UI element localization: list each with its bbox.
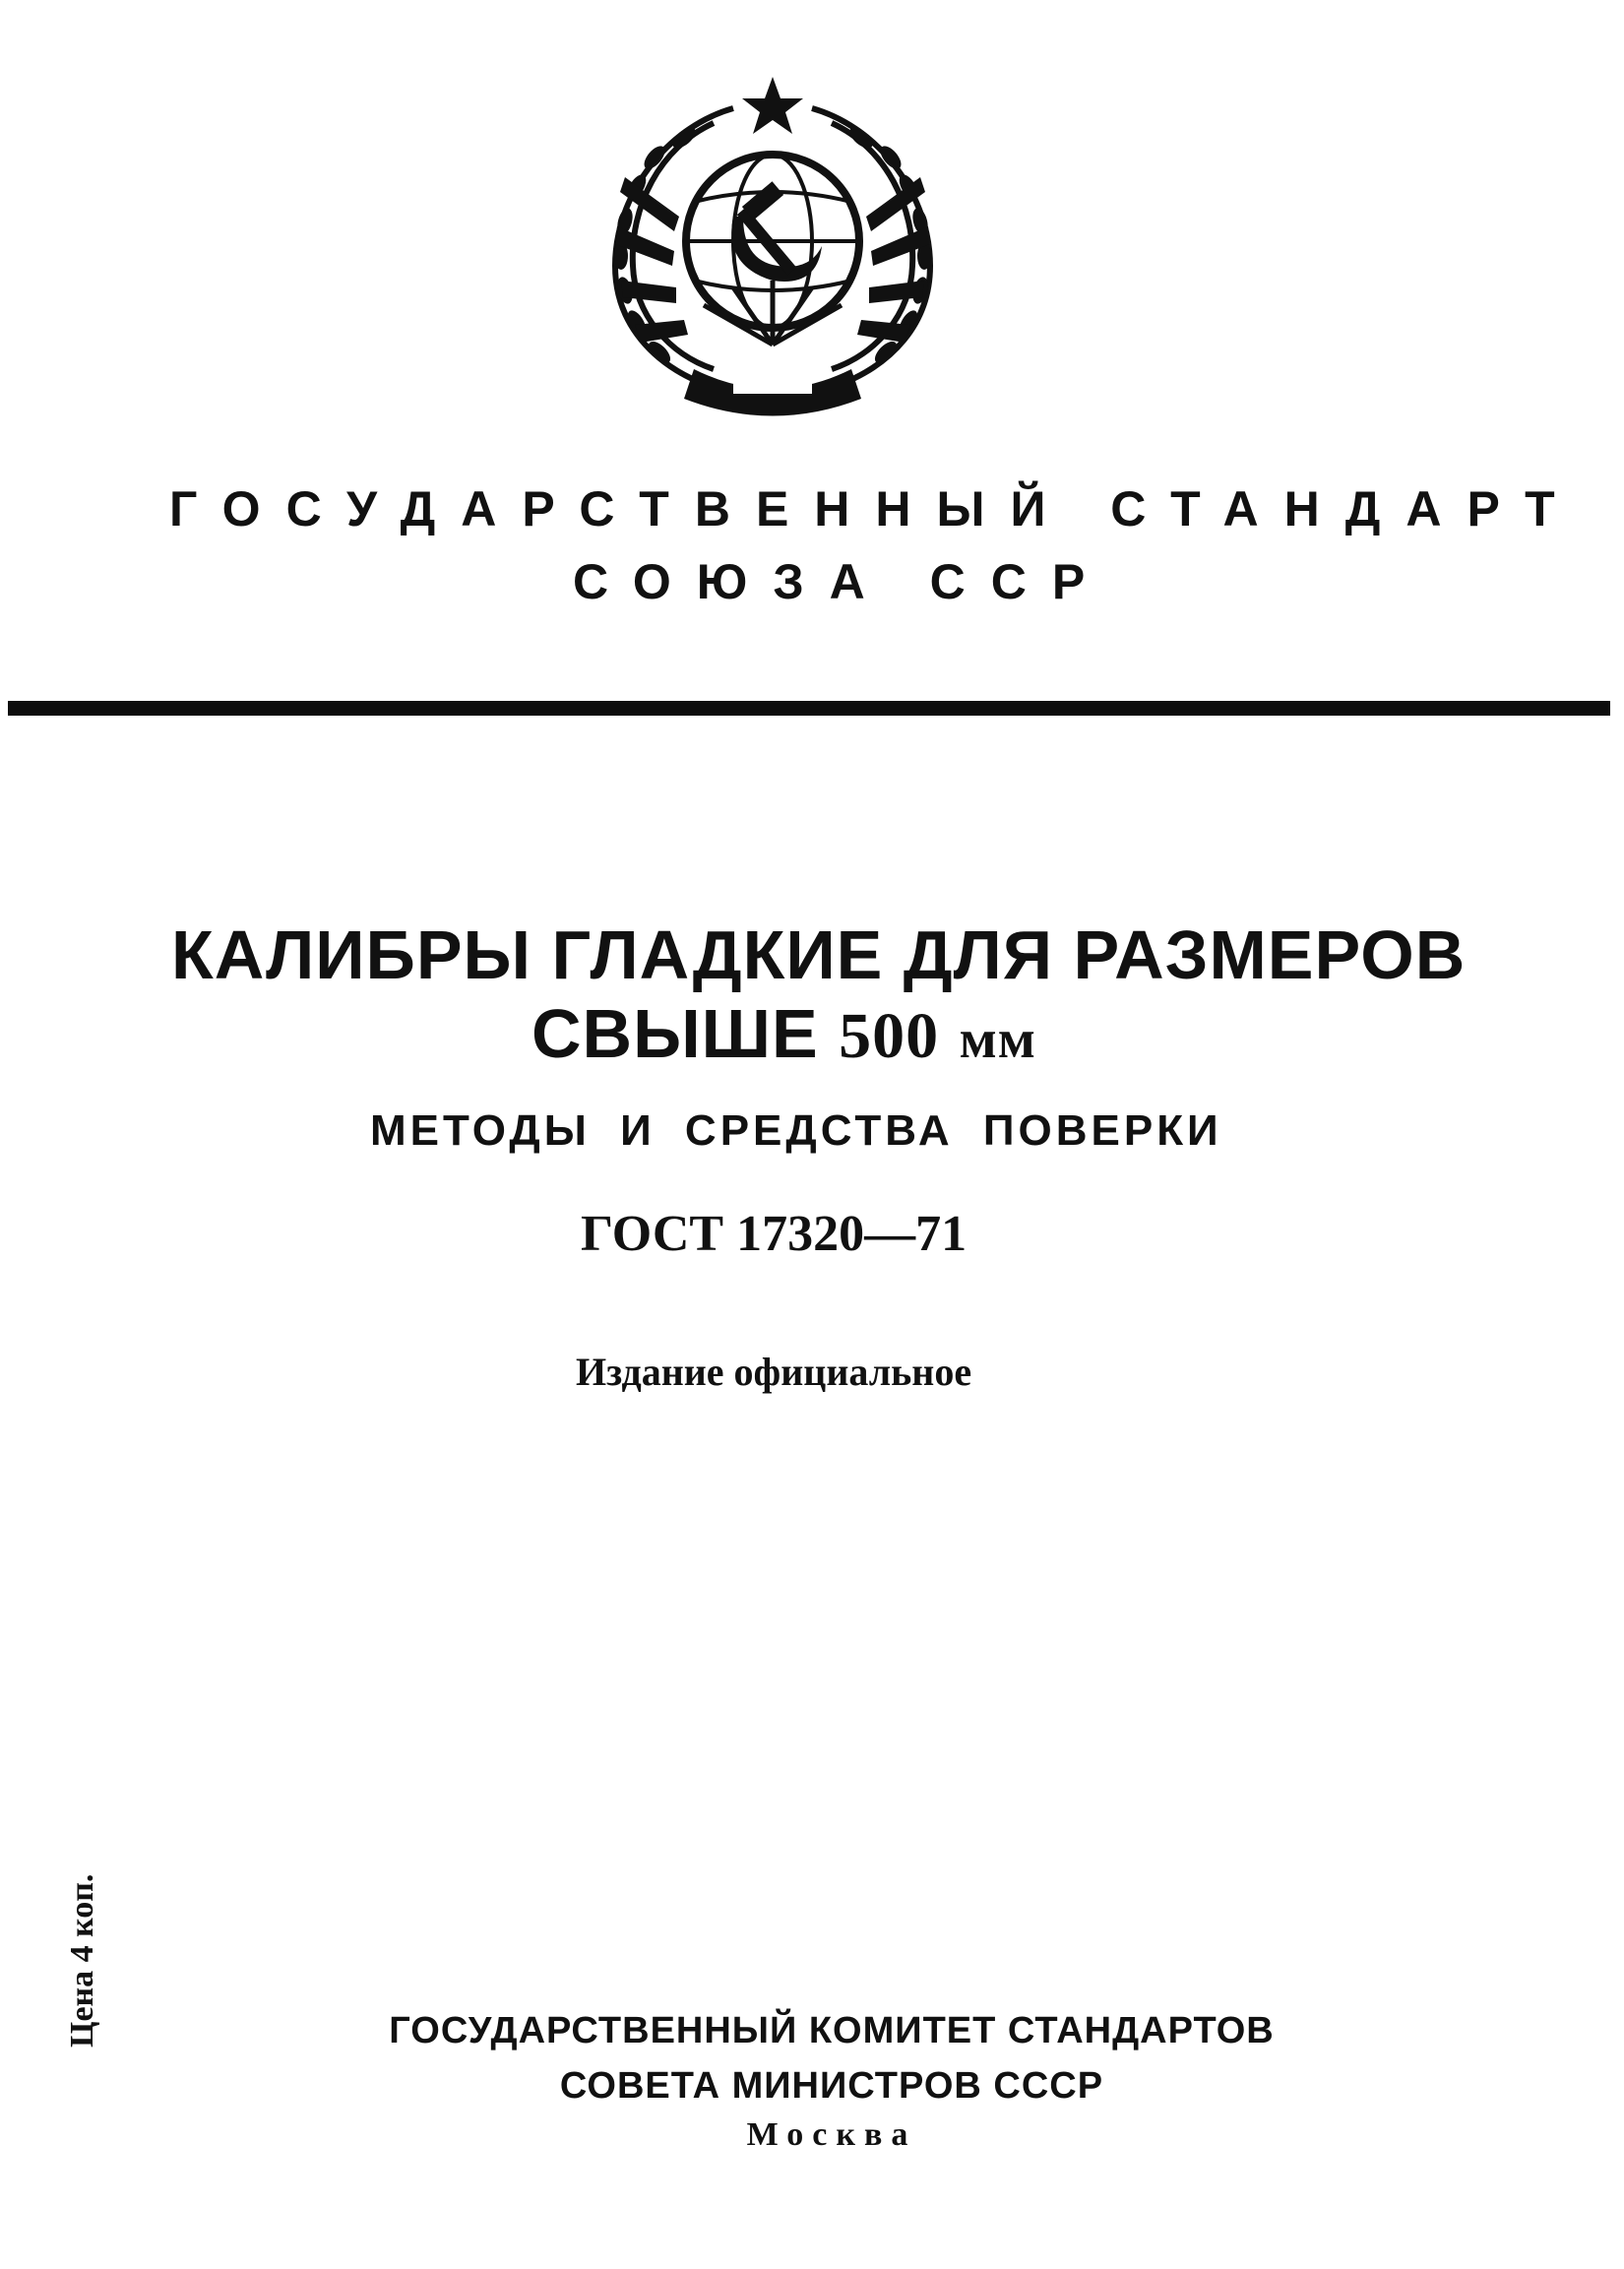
gost-number: ГОСТ 17320—71 <box>581 1206 968 1262</box>
horizontal-rule <box>8 701 1610 716</box>
document-title-line-2 <box>531 994 1036 1074</box>
publisher-city: Москва <box>746 2116 917 2153</box>
ussr-emblem-icon <box>586 69 960 433</box>
price-label: Цена 4 коп. <box>64 1873 100 2048</box>
title-number: 500 <box>839 1000 940 1072</box>
title-word: СВЫШЕ <box>531 995 819 1072</box>
state-standard-heading: ГОСУДАРСТВЕННЫЙ СТАНДАРТ <box>169 481 1581 536</box>
union-heading: СОЮЗА ССР <box>573 554 1111 609</box>
edition-label: Издание официальное <box>576 1350 972 1394</box>
title-unit: мм <box>959 1009 1036 1070</box>
document-title-line-1: КАЛИБРЫ ГЛАДКИЕ ДЛЯ РАЗМЕРОВ <box>171 916 1467 993</box>
publisher-line-2: СОВЕТА МИНИСТРОВ СССР <box>559 2065 1104 2107</box>
document-subtitle: МЕТОДЫ И СРЕДСТВА ПОВЕРКИ <box>370 1106 1222 1155</box>
publisher-line-1: ГОСУДАРСТВЕННЫЙ КОМИТЕТ СТАНДАРТОВ <box>389 2010 1275 2051</box>
star-icon <box>742 77 803 134</box>
